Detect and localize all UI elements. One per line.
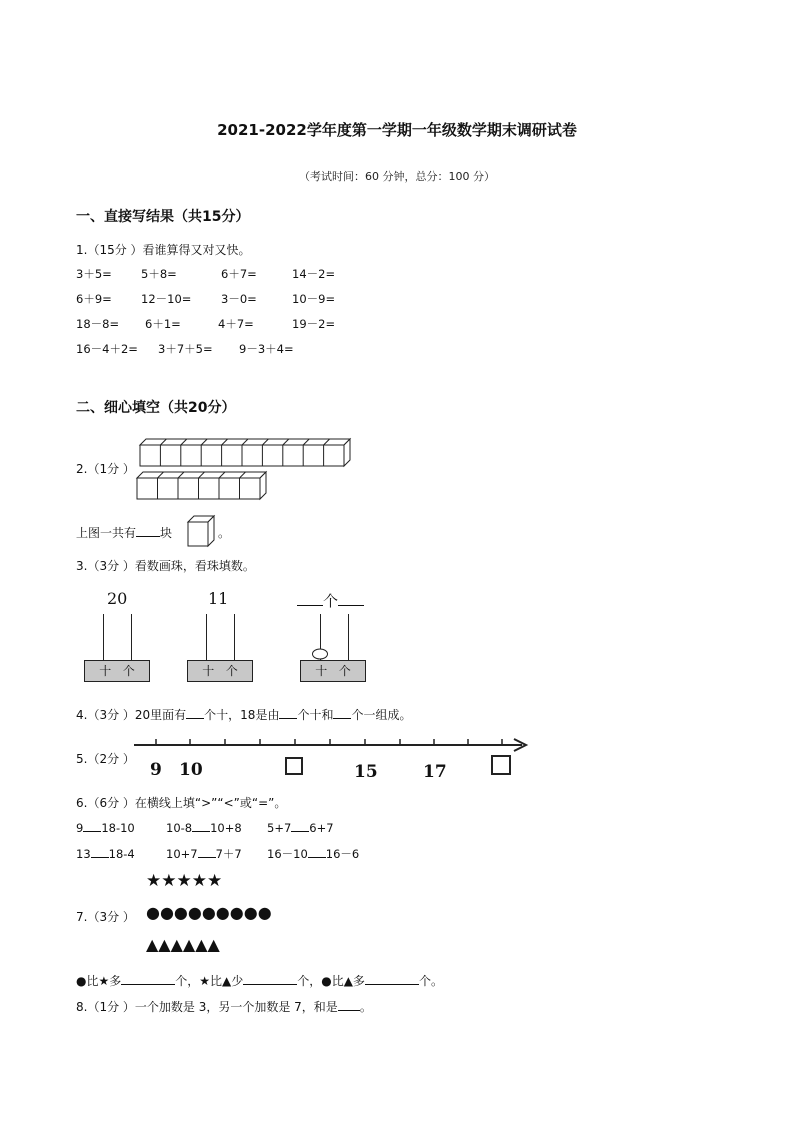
q2-text-before: 上图一共有 bbox=[76, 526, 137, 540]
q7-text: 个，●比▲多 bbox=[297, 974, 365, 988]
compare-left: 9 bbox=[76, 821, 84, 835]
calc-item: 9－3＋4= bbox=[239, 342, 294, 356]
q4-text: 4.（3分 ）20里面有 bbox=[76, 708, 187, 722]
question-2-label: 2.（1分 ） bbox=[76, 462, 135, 476]
answer-blank[interactable] bbox=[192, 819, 210, 832]
calc-item: 5＋8= bbox=[141, 267, 177, 281]
single-cube-icon bbox=[186, 514, 216, 548]
abacus-number: 11 bbox=[208, 589, 229, 608]
compare-left: 13 bbox=[76, 847, 91, 861]
calc-item: 6＋1= bbox=[145, 317, 181, 331]
numberline-label: 17 bbox=[423, 762, 447, 782]
compare-item bbox=[76, 819, 135, 835]
abacus-fill-label bbox=[297, 590, 364, 611]
calc-item: 3＋7＋5= bbox=[158, 342, 213, 356]
exam-info: （考试时间：60 分钟，总分：100 分） bbox=[299, 170, 495, 183]
question-2-answer-line bbox=[76, 524, 172, 541]
q4-text: 个一组成。 bbox=[351, 708, 412, 722]
answer-blank[interactable] bbox=[136, 524, 160, 537]
calc-item: 16－4＋2= bbox=[76, 342, 138, 356]
q2-period: 。 bbox=[218, 526, 231, 540]
question-3-label: 3.（3分 ）看数画珠，看珠填数。 bbox=[76, 559, 255, 573]
tens-answer-blank[interactable] bbox=[297, 593, 323, 606]
calc-item: 4＋7= bbox=[218, 317, 254, 331]
q4-text: 个十，18是由 bbox=[204, 708, 280, 722]
section-1-heading: 一、直接写结果（共15分） bbox=[76, 209, 250, 225]
compare-right: 7＋7 bbox=[215, 847, 242, 861]
calc-item: 6＋7= bbox=[221, 267, 257, 281]
cube-rows-figure bbox=[134, 436, 354, 502]
abacus-number: 20 bbox=[107, 589, 128, 608]
answer-blank[interactable] bbox=[83, 819, 101, 832]
q7-text: 个。 bbox=[418, 974, 443, 988]
q8-text: 8.（1分 ）一个加数是 3，另一个加数是 7，和是 bbox=[76, 1000, 338, 1014]
numberline-answer-box[interactable] bbox=[285, 757, 303, 775]
page-title: 2021-2022学年度第一学期一年级数学期末调研试卷 bbox=[217, 121, 577, 139]
question-4 bbox=[76, 706, 411, 723]
q4-text: 个十和 bbox=[297, 708, 334, 722]
calc-item: 18－8= bbox=[76, 317, 120, 331]
abacus-rod-ones bbox=[348, 614, 349, 660]
abacus-base bbox=[84, 660, 150, 682]
calc-item: 6＋9= bbox=[76, 292, 112, 306]
question-7-fill bbox=[76, 972, 443, 989]
answer-blank[interactable] bbox=[186, 706, 204, 719]
section-2-heading: 二、细心填空（共20分） bbox=[76, 400, 236, 416]
compare-left: 5+7 bbox=[267, 821, 292, 835]
answer-blank[interactable] bbox=[243, 972, 297, 985]
ones-answer-blank[interactable] bbox=[338, 593, 364, 606]
calc-item: 19－2= bbox=[292, 317, 336, 331]
abacus-rod-ones bbox=[131, 614, 132, 660]
q7-text: ●比★多 bbox=[76, 974, 122, 988]
abacus-rod-tens bbox=[206, 614, 207, 660]
q2-text-unit: 块 bbox=[160, 526, 173, 540]
answer-blank[interactable] bbox=[308, 845, 326, 858]
ones-label: 个 bbox=[338, 664, 351, 678]
tens-label: 十 bbox=[315, 664, 328, 678]
numberline-answer-box[interactable] bbox=[491, 755, 511, 775]
numberline-label: 10 bbox=[179, 760, 203, 780]
dots-row: ●●●●●●●●● bbox=[146, 903, 272, 922]
numberline-label: 9 bbox=[150, 760, 162, 780]
question-7-label: 7.（3分 ） bbox=[76, 910, 135, 924]
compare-right: 18-4 bbox=[108, 847, 135, 861]
q8-text: 。 bbox=[359, 1000, 372, 1014]
abacus-rod-ones bbox=[234, 614, 235, 660]
q7-text: 个，★比▲少 bbox=[175, 974, 244, 988]
number-line bbox=[130, 734, 532, 756]
answer-blank[interactable] bbox=[121, 972, 175, 985]
numberline-label: 15 bbox=[354, 762, 378, 782]
ones-label: 个 bbox=[122, 664, 135, 678]
question-5-label: 5.（2分 ） bbox=[76, 752, 135, 766]
answer-blank[interactable] bbox=[198, 845, 216, 858]
compare-item bbox=[166, 819, 242, 835]
tens-label: 十 bbox=[202, 664, 215, 678]
calc-item: 3＋5= bbox=[76, 267, 112, 281]
abacus-base bbox=[300, 660, 366, 682]
compare-right: 6+7 bbox=[309, 821, 334, 835]
tens-label: 十 bbox=[99, 664, 112, 678]
calc-item: 12－10= bbox=[141, 292, 192, 306]
abacus-base bbox=[187, 660, 253, 682]
compare-item bbox=[166, 845, 242, 862]
question-1-label: 1.（15分 ）看谁算得又对又快。 bbox=[76, 243, 251, 257]
abacus-unit-text: 个 bbox=[323, 592, 339, 610]
compare-left: 16－10 bbox=[267, 847, 308, 861]
question-6-label: 6.（6分 ）在横线上填“>”“<”或“=”。 bbox=[76, 796, 287, 810]
answer-blank[interactable] bbox=[338, 998, 360, 1011]
abacus-rod-tens bbox=[103, 614, 104, 660]
compare-right: 16－6 bbox=[325, 847, 360, 861]
answer-blank[interactable] bbox=[365, 972, 419, 985]
triangles-row: ▲▲▲▲▲▲ bbox=[146, 935, 220, 954]
compare-left: 10+7 bbox=[166, 847, 198, 861]
answer-blank[interactable] bbox=[279, 706, 297, 719]
calc-item: 10－9= bbox=[292, 292, 336, 306]
ones-label: 个 bbox=[225, 664, 238, 678]
compare-left: 10-8 bbox=[166, 821, 193, 835]
stars-row: ★★★★★ bbox=[146, 871, 223, 891]
answer-blank[interactable] bbox=[291, 819, 309, 832]
compare-item bbox=[267, 819, 334, 835]
calc-item: 3－0= bbox=[221, 292, 257, 306]
answer-blank[interactable] bbox=[91, 845, 109, 858]
calc-item: 14－2= bbox=[292, 267, 336, 281]
compare-right: 18-10 bbox=[101, 821, 135, 835]
compare-right: 10+8 bbox=[210, 821, 242, 835]
compare-item bbox=[76, 845, 135, 861]
abacus-bead-icon bbox=[311, 648, 329, 660]
compare-item bbox=[267, 845, 359, 862]
question-8 bbox=[76, 998, 372, 1015]
answer-blank[interactable] bbox=[333, 706, 351, 719]
